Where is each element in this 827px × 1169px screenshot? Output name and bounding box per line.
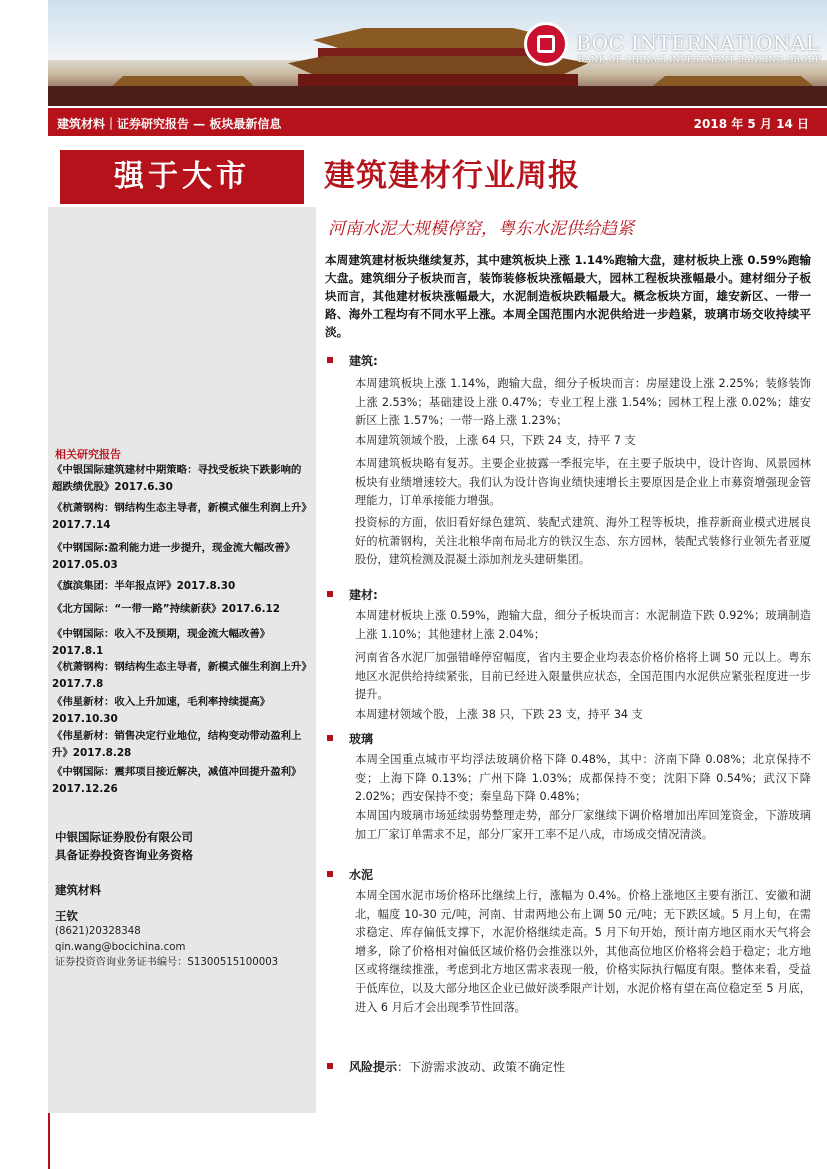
section-heading-text: 玻璃 [349, 732, 374, 746]
risk-text: ：下游需求波动、政策不确定性 [397, 1060, 566, 1074]
section-heading-text: 建材: [349, 588, 378, 602]
related-report-item: 《杭萧钢构：钢结构生态主导者，新模式催生利润上升》2017.7.14 [52, 502, 307, 531]
analyst-phone: (8621)20328348 [55, 926, 141, 937]
related-report-item: 《旗滨集团：半年报点评》2017.8.30 [52, 580, 236, 592]
summary-paragraph: 本周建筑建材板块继续复苏，其中建筑板块上涨 1.14%跑输大盘，建材板块上涨 0.59%跑输大盘。建筑细分子板块而言，装饰装修板块涨幅最大，园林工程板块涨幅最小。建材细分子板块而言，其他建材板块涨幅最大，水泥制造板块跌幅最大。概念板块方面，雄安新区、一带一路、海外工程均有不同水平上涨。本周全国范围内水泥供给进一步趋紧，玻璃市场交收持续平淡。 [325, 253, 811, 339]
company-info [55, 828, 193, 864]
analyst-name: 王钦 [55, 909, 78, 923]
related-report-item: 《伟星新材：销售决定行业地位，结构变动带动盈利上升》2017.8.28 [52, 730, 302, 759]
related-report-item: 《中钢国际：震邦项目接近解决，减值冲回提升盈利》2017.12.26 [52, 766, 302, 795]
materials-paragraph-3: 本周建材领域个股，上涨 38 只，下跌 23 支，持平 34 支 [355, 708, 643, 721]
rating-badge: 强于大市 [60, 150, 304, 204]
related-report-item: 《中银国际建筑建材中期策略：寻找受板块下跌影响的超跌绩优股》2017.6.30 [52, 464, 302, 493]
related-report-item: 《杭萧钢构：钢结构生态主导者，新模式催生利润上升》2017.7.8 [52, 661, 307, 690]
company-qualification: 具备证券投资咨询业务资格 [55, 848, 193, 862]
brand-name: BOC INTERNATIONAL [576, 31, 820, 55]
glass-paragraph-2: 本周国内玻璃市场延续弱势整理走势，部分厂家继续下调价格增加出库回笼资金，下游玻璃加工厂家订单需求不足，部分厂家开工率不足八成，市场成交情况清淡。 [355, 809, 811, 841]
cement-paragraph-1: 本周全国水泥市场价格环比继续上行，涨幅为 0.4%。价格上涨地区主要有浙江、安徽和湖北，幅度 10-30 元/吨，河南、甘肃两地公布上调 50 元/吨；无下跌区域。5 月上旬，在需求稳定、库存偏低支撑下，水泥价格继续走高。5 月下旬开始，预计南方地区雨水天气将会增多，除了价格相对偏低区域价格仍会推涨以外，其他高位地区价格将会趋于稳定；北方地区或将继续推涨，考虑到北方地区需求表现一般，价格实际执行幅度有限。整体来看，受益于低库位，以及大部分地区企业已做好淡季限产计划，水泥价格有望在高位稳定至 5 月底，进入 6 月后才会出现季节性回落。 [355, 889, 811, 1014]
construction-paragraph-4: 投资标的方面，依旧看好绿色建筑、装配式建筑、海外工程等板块，推荐新商业模式进展良好的杭萧钢构，关注北粮华南布局北方的铁汉生态、东方园林，装配式装修行业领先者亚厦股份，建筑检测及混凝土添加剂龙头建研集团。 [355, 516, 811, 567]
materials-paragraph-1: 本周建材板块上涨 0.59%，跑输大盘，细分子板块而言：水泥制造下跌 0.92%；玻璃制造上涨 1.10%；其他建材上涨 2.04%； [355, 609, 811, 641]
report-date: 2018 年 5 月 14 日 [693, 117, 809, 131]
section-heading-text: 水泥 [349, 868, 374, 882]
analyst-contact [55, 924, 278, 971]
related-reports-heading: 相关研究报告 [55, 448, 121, 461]
analyst-license: 证券投资咨询业务证书编号：S1300515100003 [55, 957, 279, 968]
risk-label: 风险提示 [349, 1060, 398, 1074]
report-subtitle: 河南水泥大规模停窑，粤东水泥供给趋紧 [328, 219, 634, 239]
risk-notice [327, 1058, 565, 1075]
construction-paragraph-2: 本周建筑领域个股，上涨 64 只，下跌 24 支，持平 7 支 [355, 434, 636, 447]
square-bullet-icon [327, 357, 333, 363]
square-bullet-icon [327, 591, 333, 597]
related-report-item: 《中钢国际：收入不及预期，现金流大幅改善》2017.8.1 [52, 628, 271, 657]
analyst-sector: 建筑材料 [55, 883, 101, 897]
report-title: 建筑建材行业周报 [324, 158, 580, 194]
related-report-item: 《伟星新材：收入上升加速，毛利率持续提高》2017.10.30 [52, 696, 271, 725]
report-category: 建筑材料｜证券研究报告 — 板块最新信息 [57, 117, 282, 131]
glass-paragraph-1: 本周全国重点城市平均浮法玻璃价格下降 0.48%，其中：济南下降 0.08%；北京保持不变；上海下降 0.13%；广州下降 1.03%；成都保持不变；沈阳下降 0.54%；武汉下降 2.02%；西安保持不变；秦皇岛下降 0.48%； [355, 753, 811, 804]
related-report-item: 《北方国际：“一带一路”持续新获》2017.6.12 [52, 603, 281, 615]
section-heading-glass [327, 730, 373, 747]
square-bullet-icon [327, 1063, 333, 1069]
materials-paragraph-2: 河南省各水泥厂加强错峰停窑幅度，省内主要企业均表态价格价格将上调 50 元以上。粤东地区水泥供给持续紧张，目前已经进入限量供应状态，全国范围内水泥供应紧张程度进一步提升。 [355, 651, 811, 702]
company-name: 中银国际证券股份有限公司 [55, 830, 193, 844]
left-red-rule [48, 1113, 50, 1169]
section-heading-materials [327, 586, 378, 603]
banner-wall [48, 86, 827, 106]
square-bullet-icon [327, 735, 333, 741]
section-heading-text: 建筑: [349, 354, 378, 368]
section-heading-cement [327, 866, 373, 883]
section-heading-construction [327, 352, 378, 369]
boc-logo-icon [524, 22, 568, 66]
construction-paragraph-1: 本周建筑板块上涨 1.14%，跑输大盘，细分子板块而言：房屋建设上涨 2.25%；装修装饰上涨 2.53%；基础建设上涨 0.47%；专业工程上涨 1.54%；园林工程上涨 0.02%；雄安新区上涨 1.57%；一带一路上涨 1.23%； [355, 377, 811, 428]
construction-paragraph-3: 本周建筑板块略有复苏。主要企业披露一季报完毕，在主要子版块中，设计咨询、风景园林板块有业绩增速较大。我们认为设计咨询业绩快速增长主要原因是企业上市募资增强现金管理能力，订单承接能力增强。 [355, 457, 811, 508]
analyst-email[interactable]: qin.wang@bocichina.com [55, 941, 186, 953]
square-bullet-icon [327, 871, 333, 877]
related-report-item: 《中钢国际:盈利能力进一步提升，现金流大幅改善》2017.05.03 [52, 542, 296, 571]
brand-tagline: BANK OF CHINA'S INVESTMENT BANKING GROUP [578, 55, 822, 65]
